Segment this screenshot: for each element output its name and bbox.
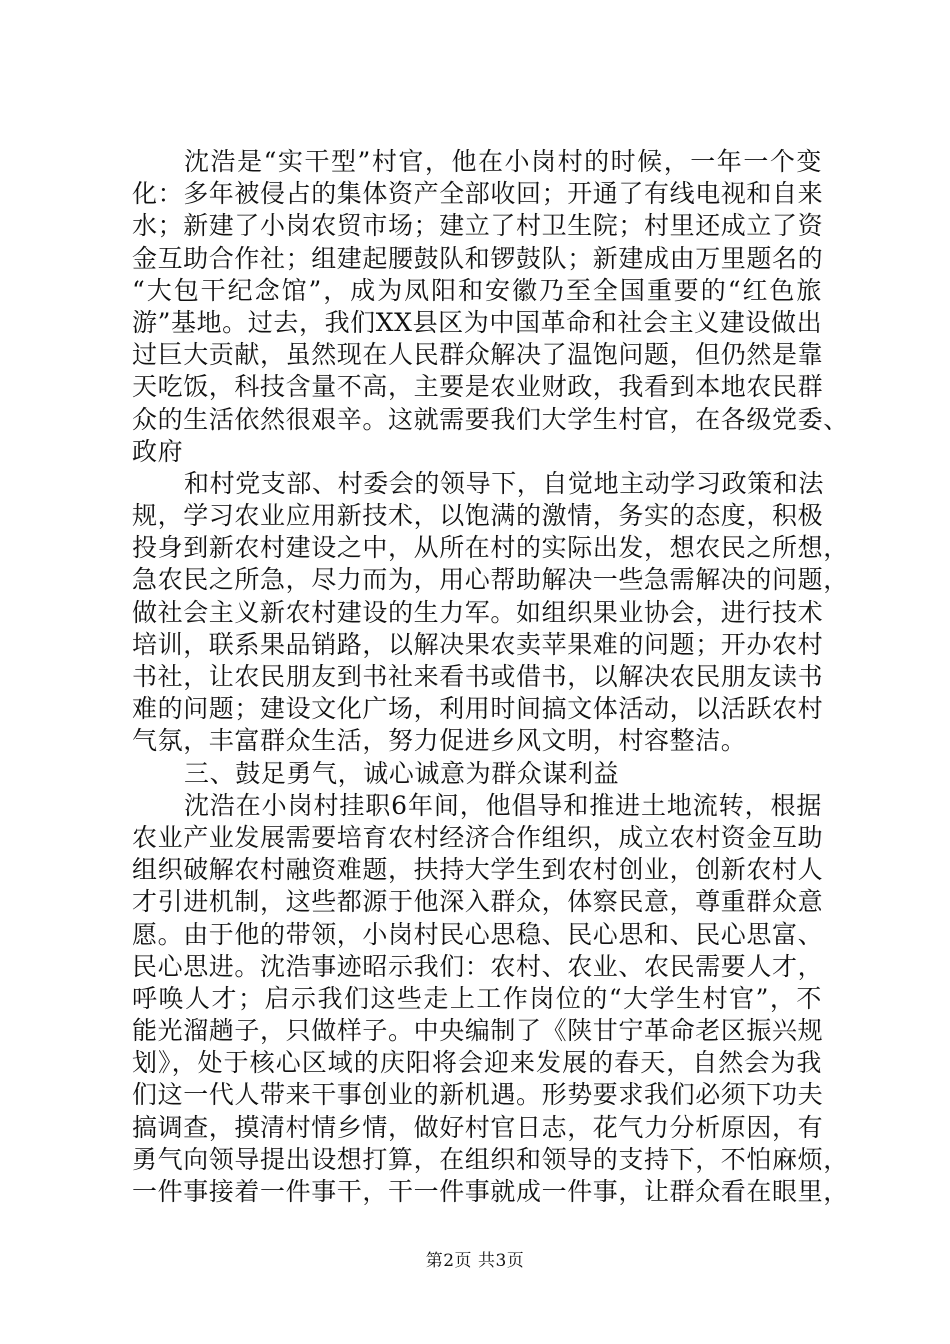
text-line: 急农民之所急，尽力而为，用心帮助解决一些急需解决的问题， — [132, 565, 849, 595]
paragraph — [132, 146, 849, 468]
paragraph — [132, 790, 849, 1208]
text-line: 搞调查，摸清村情乡情，做好村官日志，花气力分析原因，有 — [132, 1112, 824, 1142]
text-line: 游”基地。过去，我们XX县区为中国革命和社会主义建设做出 — [132, 307, 823, 337]
text-line: 过巨大贡献，虽然现在人民群众解决了温饱问题，但仍然是靠 — [132, 340, 824, 370]
text-line: 沈浩是“实干型”村官，他在小岗村的时候，一年一个变 — [184, 147, 822, 176]
text-line: “大包干纪念馆”，成为凤阳和安徽乃至全国重要的“红色旅 — [132, 275, 822, 305]
text-line: 投身到新农村建设之中，从所在村的实际出发，想农民之所想， — [132, 533, 849, 563]
text-line: 政府 — [132, 436, 184, 466]
text-line: 难的问题；建设文化广场，利用时间搞文体活动，以活跃农村 — [132, 694, 824, 724]
section-heading-text: 三、鼓足勇气，诚心诚意为群众谋利益 — [184, 758, 620, 788]
text-line: 划》，处于核心区域的庆阳将会迎来发展的春天，自然会为我 — [132, 1048, 822, 1078]
page-footer — [0, 1246, 950, 1271]
text-line: 水；新建了小岗农贸市场；建立了村卫生院；村里还成立了资 — [132, 211, 824, 241]
text-line: 培训，联系果品销路，以解决果农卖苹果难的问题；开办农村 — [132, 629, 824, 659]
text-line: 金互助合作社；组建起腰鼓队和锣鼓队；新建成由万里题名的 — [132, 243, 824, 273]
text-line: 规，学习农业应用新技术，以饱满的激情，务实的态度，积极 — [132, 501, 824, 531]
text-line: 和村党支部、村委会的领导下，自觉地主动学习政策和法 — [184, 468, 825, 498]
text-line: 气氛，丰富群众生活，努力促进乡风文明，村容整洁。 — [132, 726, 747, 756]
page-total: 共3页 — [477, 1251, 525, 1271]
text-line: 化：多年被侵占的集体资产全部收回；开通了有线电视和自来 — [132, 179, 824, 209]
section-heading — [132, 758, 822, 790]
text-line: 农业产业发展需要培育农村经济合作组织，成立农村资金互助 — [132, 822, 824, 852]
text-line: 组织破解农村融资难题，扶持大学生到农村创业，创新农村人 — [132, 855, 824, 885]
text-line: 愿。由于他的带领，小岗村民心思稳、民心思和、民心思富、 — [132, 919, 824, 949]
paragraph — [132, 468, 849, 758]
page-number: 第2页 — [425, 1251, 473, 1271]
text-line: 天吃饭，科技含量不高，主要是农业财政，我看到本地农民群 — [132, 372, 824, 402]
document-body — [132, 146, 849, 1208]
text-line: 们这一代人带来干事创业的新机遇。形势要求我们必须下功夫 — [132, 1080, 824, 1110]
text-line: 才引进机制，这些都源于他深入群众，体察民意，尊重群众意 — [132, 887, 824, 917]
text-line: 一件事接着一件事干，干一件事就成一件事，让群众看在眼里， — [132, 1177, 849, 1206]
text-line: 众的生活依然很艰辛。这就需要我们大学生村官，在各级党委、 — [132, 404, 849, 434]
text-line: 书社，让农民朋友到书社来看书或借书，以解决农民朋友读书 — [132, 662, 824, 691]
text-line: 能光溜趟子，只做样子。中央编制了《陕甘宁革命老区振兴规 — [132, 1016, 824, 1046]
text-line: 做社会主义新农村建设的生力军。如组织果业协会，进行技术 — [132, 597, 824, 627]
text-line: 沈浩在小岗村挂职6年间，他倡导和推进土地流转，根据 — [184, 790, 822, 820]
text-line: 民心思进。沈浩事迹昭示我们：农村、农业、农民需要人才， — [132, 951, 824, 981]
text-line: 呼唤人才；启示我们这些走上工作岗位的“大学生村官”，不 — [132, 983, 822, 1013]
text-line: 勇气向领导提出设想打算，在组织和领导的支持下，不怕麻烦， — [132, 1144, 849, 1174]
